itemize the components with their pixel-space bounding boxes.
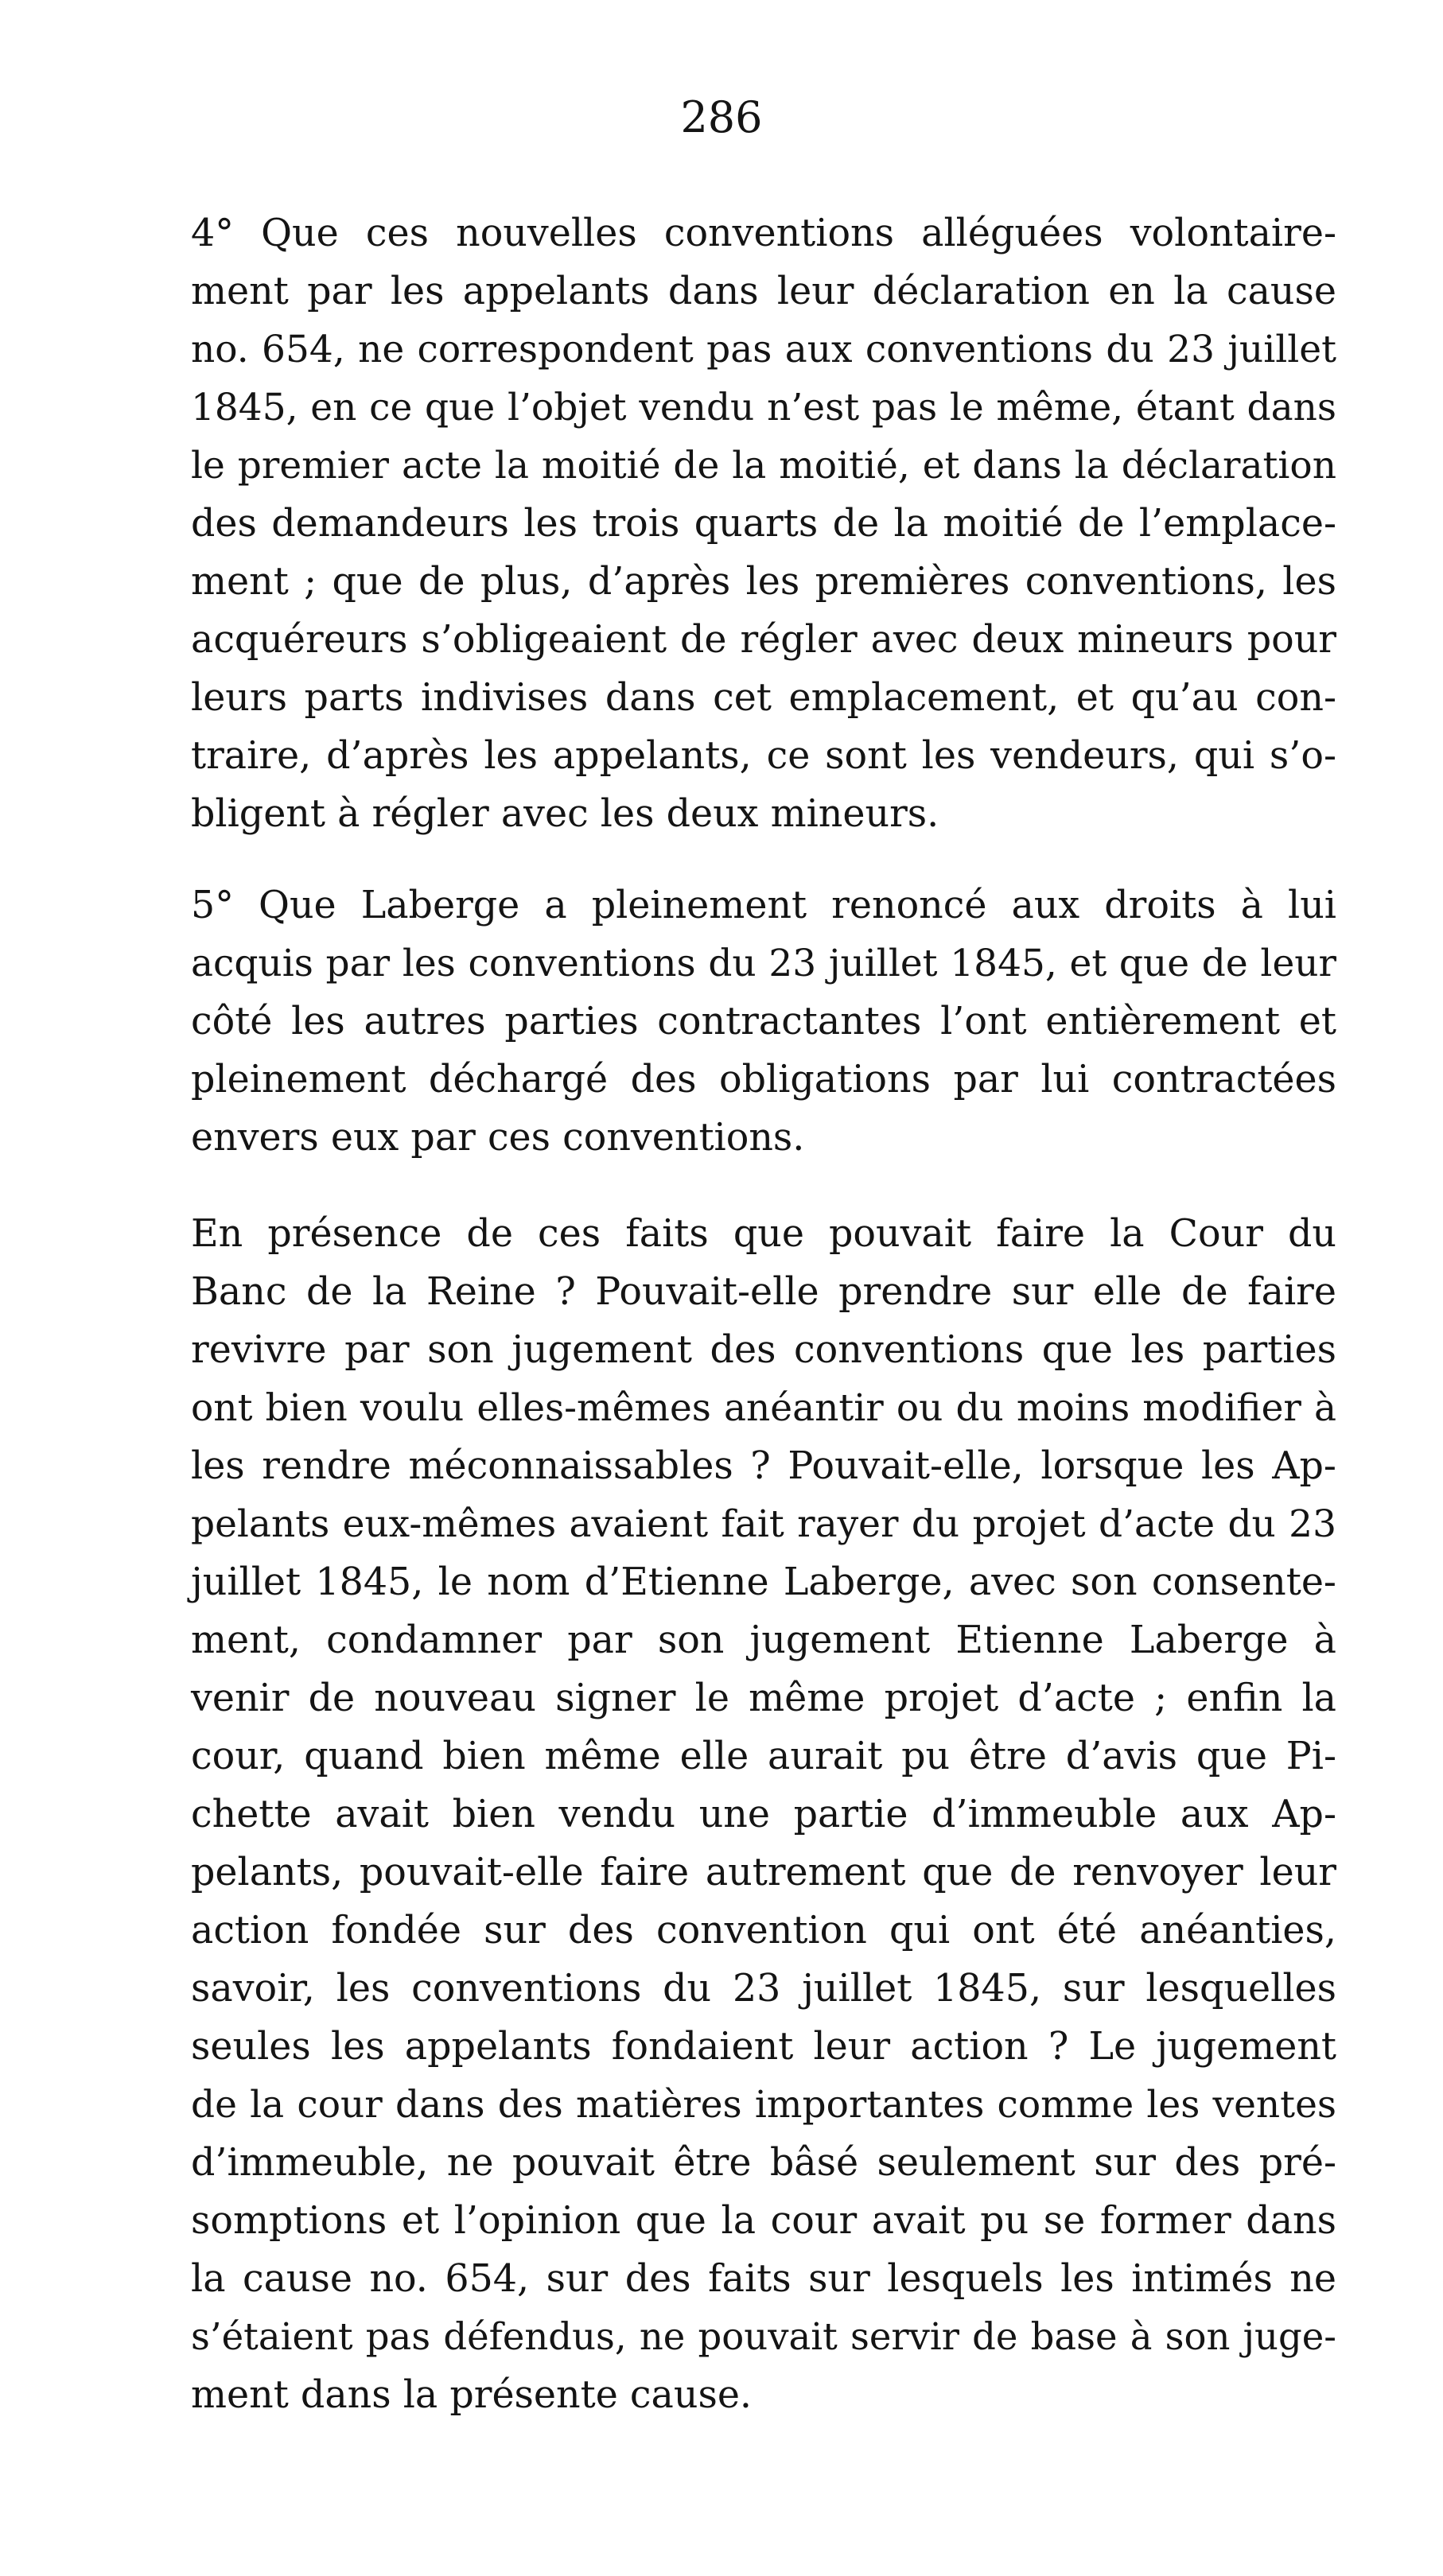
text-line: seules les appelants fondaient leur action ? Le jugement: [191, 2025, 1336, 2069]
text-line: somptions et l’opinion que la cour avait pu se former dans: [191, 2199, 1336, 2243]
text-line: juillet 1845, le nom d’Etienne Laberge, avec son consente-: [191, 1560, 1336, 1604]
text-line: le premier acte la moitié de la moitié, et dans la déclaration: [191, 444, 1336, 488]
paragraph-point-5: [191, 876, 1336, 1167]
text-line: no. 654, ne correspondent pas aux conventions du 23 juillet: [191, 328, 1336, 371]
text-line: ment dans la présente cause.: [191, 2373, 753, 2417]
text-line: acquis par les conventions du 23 juillet 1845, et que de leur: [191, 942, 1336, 985]
text-line: s’étaient pas défendus, ne pouvait servir de base à son juge-: [191, 2315, 1336, 2358]
text-line: cour, quand bien même elle aurait pu être d’avis que Pi-: [191, 1735, 1336, 1778]
text-line: 5° Que Laberge a pleinement renoncé aux droits à lui: [191, 884, 1336, 927]
text-line: En présence de ces faits que pouvait faire la Cour du: [191, 1212, 1336, 1256]
paragraph-point-4: [191, 204, 1336, 843]
text-line: 4° Que ces nouvelles conventions alléguées volontaire-: [191, 212, 1336, 255]
paragraph-conclusion: [191, 1205, 1336, 2424]
text-line: les rendre méconnaissables ? Pouvait-elle, lorsque les Ap-: [191, 1444, 1336, 1488]
text-line: bligent à régler avec les deux mineurs.: [191, 792, 939, 836]
text-line: envers eux par ces conventions.: [191, 1116, 805, 1160]
text-line: la cause no. 654, sur des faits sur lesquels les intimés ne: [191, 2257, 1336, 2301]
text-line: ment par les appelants dans leur déclaration en la cause: [191, 270, 1336, 313]
text-line: savoir, les conventions du 23 juillet 1845, sur lesquelles: [191, 1967, 1336, 2011]
text-line: pleinement déchargé des obligations par lui contractées: [191, 1058, 1336, 1102]
text-line: côté les autres parties contractantes l’ont entièrement et: [191, 1000, 1336, 1043]
text-line: venir de nouveau signer le même projet d’acte ; enfin la: [191, 1677, 1336, 1720]
text-line: d’immeuble, ne pouvait être bâsé seulement sur des pré-: [191, 2141, 1336, 2185]
text-line: traire, d’après les appelants, ce sont les vendeurs, qui s’o-: [191, 734, 1336, 778]
text-line: action fondée sur des convention qui ont été anéanties,: [191, 1909, 1336, 1952]
text-line: ment ; que de plus, d’après les premières conventions, les: [191, 560, 1336, 604]
text-line: ont bien voulu elles-mêmes anéantir ou du moins modifier à: [191, 1386, 1336, 1430]
text-line: leurs parts indivises dans cet emplacement, et qu’au con-: [191, 676, 1336, 720]
page-number: 286: [680, 92, 763, 142]
text-line: des demandeurs les trois quarts de la moitié de l’emplace-: [191, 502, 1336, 546]
text-line: de la cour dans des matières importantes comme les ventes: [191, 2083, 1336, 2127]
text-line: ment, condamner par son jugement Etienne Laberge à: [191, 1618, 1336, 1662]
text-line: chette avait bien vendu une partie d’immeuble aux Ap-: [191, 1793, 1336, 1836]
text-line: pelants eux-mêmes avaient fait rayer du projet d’acte du 23: [191, 1502, 1336, 1546]
text-line: acquéreurs s’obligeaient de régler avec deux mineurs pour: [191, 618, 1336, 662]
text-line: 1845, en ce que l’objet vendu n’est pas le même, étant dans: [191, 386, 1336, 429]
text-line: pelants, pouvait-elle faire autrement que de renvoyer leur: [191, 1851, 1336, 1894]
text-line: revivre par son jugement des conventions que les parties: [191, 1328, 1336, 1372]
text-line: Banc de la Reine ? Pouvait-elle prendre sur elle de faire: [191, 1270, 1336, 1314]
